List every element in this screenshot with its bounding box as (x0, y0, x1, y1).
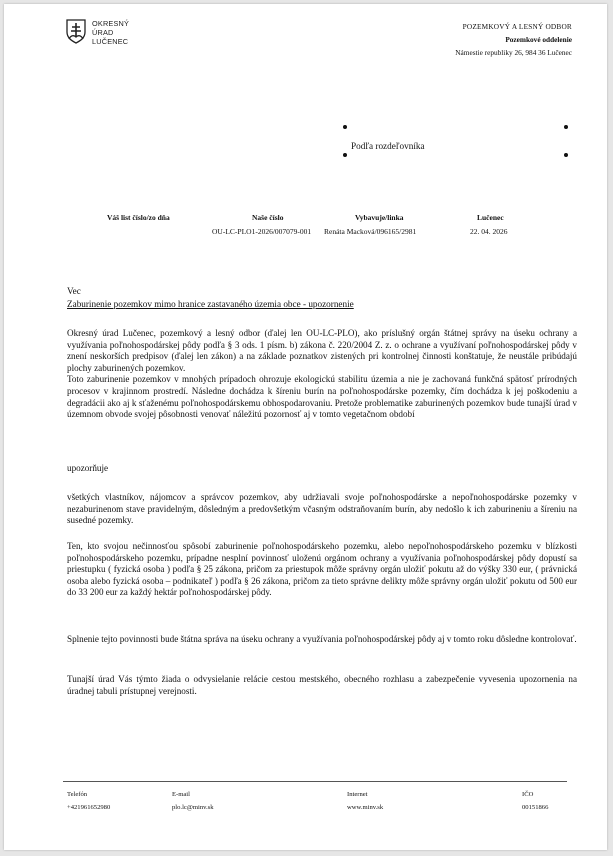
paragraph-penalties: Ten, kto svojou nečinnosťou spôsobí zaburinenie poľnohospodárskeho pozemku, alebo nepoľnohospodárskeho pozemku v blízkosti poľnohospodárskeho pozemku, prípadne nesplní povinnosť uloženú orgánom ochrany a využívania poľnohospodárskej pôdy dopustí sa priestupku ( fyzická osoba ) podľa § 25 zákona, pričom za priestupok môže správny orgán uložiť pokutu až do výšky 330 eur, ( právnická osoba alebo fyzická osoba – podnikateľ ) podľa § 26 zákona, pričom za tieto správne delikty môže správny orgán uložiť pokutu od 500 eur do 33 200 eur za každý hektár poľnohospodárskej pôdy. (67, 541, 577, 598)
address-window-corner-ml (343, 153, 347, 157)
section-name: Pozemkové oddelenie (505, 35, 572, 44)
your-letter-label: Váš list číslo/zo dňa (107, 213, 170, 222)
address-window-corner-mr (564, 153, 568, 157)
footer-phone (67, 788, 110, 814)
office-address: Námestie republiky 26, 984 36 Lučenec (455, 48, 572, 57)
ico-label: IČO (522, 791, 534, 798)
paragraph-intro: Okresný úrad Lučenec, pozemkový a lesný odbor (ďalej len OU-LC-PLO), ako príslušný orgán štátnej správy na úseku ochrany a využívania poľnohospodárskej pôdy podľa § 3 ods. 1 písm. b) zákona č. 220/2004 Z. z. o ochrane a využívaní poľnohospodárskej pôdy v znení neskorších predpisov (ďalej len zákon) a na základe poznatkov zistených pri kontrolnej činnosti konštatuje, že neustále pribúdajú plochy zaburinených pozemkov. (67, 328, 577, 373)
department-name: POZEMKOVÝ A LESNÝ ODBOR (462, 22, 572, 31)
footer-email (172, 788, 214, 814)
body-p1 (67, 328, 577, 421)
address-window-corner-tr (564, 125, 568, 129)
our-number-label: Naše číslo (252, 213, 284, 222)
footer-ico (522, 788, 548, 814)
handled-by: Renáta Macková/096165/2981 (324, 227, 417, 236)
footer-divider (63, 781, 567, 782)
footer-internet (347, 788, 383, 814)
email-value: plo.lc@minv.sk (172, 804, 214, 811)
office-name-line-1: OKRESNÝ (92, 19, 130, 28)
letter-page (4, 4, 607, 850)
subject-line: Zaburinenie pozemkov mimo hranice zastavaného územia obce - upozornenie (67, 299, 354, 309)
paragraph-control: Splnenie tejto povinnosti bude štátna správa na úseku ochrany a využívania poľnohospodárskej pôdy aj v tomto roku dôsledne kontrolovať. (67, 634, 577, 644)
body-p5 (67, 634, 577, 646)
phone-label: Telefón (67, 791, 88, 798)
ico-value: 00151866 (522, 804, 549, 811)
subject-label: Vec (67, 286, 81, 296)
body-p3 (67, 492, 577, 527)
place-label: Lučenec (477, 213, 504, 222)
internet-value: www.minv.sk (347, 804, 384, 811)
department-header (455, 20, 572, 59)
office-name-line-2: ÚRAD (92, 28, 114, 37)
office-name (92, 19, 129, 46)
office-name-line-3: LUČENEC (92, 37, 129, 46)
body-p6 (67, 674, 577, 697)
our-number: OU-LC-PLO1-2026/007079-001 (212, 227, 312, 236)
letter-date: 22. 04. 2026 (470, 227, 508, 236)
slovak-coat-of-arms-icon (66, 19, 86, 44)
address-window-corner-tl (343, 125, 347, 129)
phone-value: +421961652980 (67, 804, 111, 811)
office-logo (66, 19, 129, 46)
paragraph-weed-spread: Toto zaburinenie pozemkov v mnohých prípadoch ohrozuje ekologickú stabilitu územia a nie je zachovaná funkčná spätosť prírodných procesov v krajinnom prostredí. Následne dochádza k šíreniu burín na poľnohospodárske pozemky, čím dochádza k jej poškodeniu a degradácii ako aj k sťaženému poľnohospodárskemu obhospodarovaniu. Pretože problematike zaburinených pozemkov bude tunajší úrad v územnom obvode svojej pôsobnosti venovať náležitú pozornosť aj v tomto vegetačnom období (67, 374, 577, 420)
handled-by-label: Vybavuje/linka (355, 213, 404, 222)
internet-label: Internet (347, 791, 368, 798)
paragraph-upozornuje: upozorňuje (67, 463, 109, 473)
body-upozornuje (67, 463, 577, 475)
recipient: Podľa rozdeľovníka (351, 141, 425, 151)
paragraph-owners-duty: všetkých vlastníkov, nájomcov a správcov pozemkov, aby udržiavali svoje poľnohospodárske a nepoľnohospodárske pozemky v nezaburinenom stave pravidelným, dôsledným a predovšetkým včasným odstraňovaním burín, aby nedošlo k ich zaburineniu a šíreniu na susedné pozemky. (67, 492, 577, 526)
body-p4 (67, 541, 577, 599)
email-label: E-mail (172, 791, 190, 798)
paragraph-request: Tunajší úrad Vás týmto žiada o odvysielanie relácie cestou mestského, obecného rozhlasu a zabezpečenie vyvesenia upozornenia na úradnej tabuli prístupnej verejnosti. (67, 674, 577, 696)
